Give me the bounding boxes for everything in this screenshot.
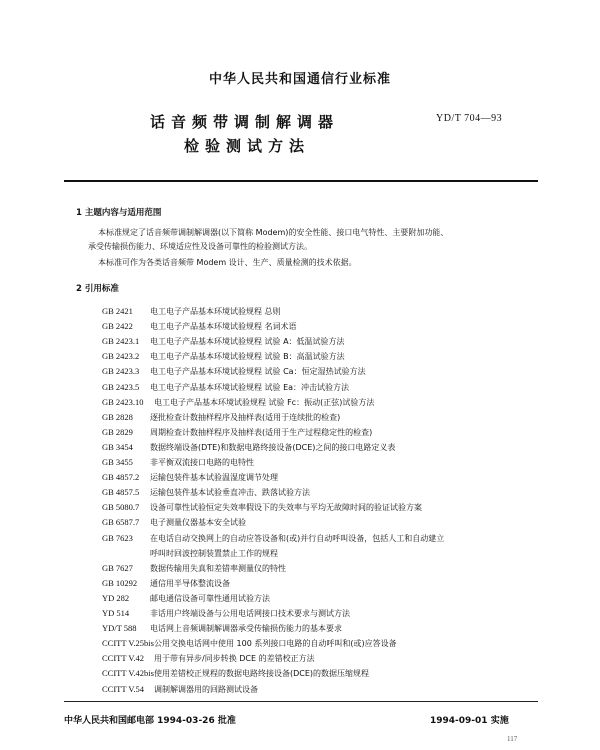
reference-code: GB 2423.3	[102, 366, 140, 377]
reference-item	[102, 395, 374, 410]
reference-code: GB 7627	[102, 562, 133, 573]
reference-item	[102, 561, 286, 576]
reference-item	[102, 666, 369, 681]
reference-item	[102, 591, 270, 606]
reference-code: GB 5080.7	[102, 502, 140, 513]
reference-title: 电工电子产品基本环境试验规程 总则	[150, 307, 281, 316]
approval-note: 中华人民共和国邮电部 1994-03-26 批准	[64, 716, 236, 726]
reference-item	[102, 425, 372, 440]
reference-item	[102, 485, 310, 500]
reference-title: 在电话自动交换网上的自动应答设备和(或)并行自动呼叫设备，包括人工和自动建立	[150, 533, 445, 543]
section1-paragraph1-line2: 承受传输损伤能力、环境适应性及设备可靠性的检验测试方法。	[88, 242, 312, 251]
reference-code: GB 2423.1	[102, 336, 140, 347]
reference-code: GB 2422	[102, 321, 133, 332]
reference-code: GB 7623	[102, 532, 133, 543]
reference-title: 周期检查计数抽样程序及抽样表(适用于生产过程稳定性的检查)	[150, 427, 373, 437]
reference-item	[102, 621, 342, 636]
reference-item	[102, 500, 422, 515]
reference-title: 电工电子产品基本环境试验规程 试验 Ea：冲击试验方法	[150, 382, 350, 392]
reference-code: GB 2828	[102, 411, 133, 422]
reference-code: GB 3454	[102, 441, 133, 452]
reference-code: CCITT V.42bis	[102, 668, 154, 679]
document-title-line2: 检验测试方法	[184, 137, 311, 155]
reference-title: 邮电通信设备可靠性通用试验方法	[150, 593, 270, 603]
reference-title: 电工电子产品基本环境试验规程 名词术语	[150, 322, 297, 332]
reference-title: 逐批检查计数抽样程序及抽样表(适用于连续批的检查)	[150, 412, 341, 422]
reference-item	[102, 682, 258, 697]
reference-item	[102, 455, 254, 470]
reference-code: GB 6587.7	[102, 517, 140, 528]
reference-title: 非话用户终端设备与公用电话网接口技术要求与测试方法	[150, 609, 350, 618]
footer-divider	[64, 701, 538, 702]
reference-title: 电工电子产品基本环境试验规程 试验 Ca：恒定湿热试验方法	[150, 367, 366, 377]
reference-title: 数据终端设备(DTE)和数据电路终接设备(DCE)之间的接口电路定义表	[150, 442, 396, 452]
reference-code: YD/T 588	[102, 623, 137, 634]
reference-title: 公用交换电话网中使用 100 系列接口电路的自动呼叫和(或)应答设备	[154, 639, 397, 649]
reference-title: 运输包装件基本试验垂直冲击、跌落试验方法	[150, 488, 310, 498]
reference-item	[102, 349, 345, 364]
reference-title: 设备可靠性试验恒定失效率假设下的失效率与平均无故障时间的验证试验方案	[150, 503, 422, 513]
reference-code: GB 2423.10	[102, 396, 144, 407]
reference-title: 使用差错校正规程的数据电路终接设备(DCE)的数据压缩规程	[154, 669, 370, 679]
reference-title: 电话网上音频调制解调器承受传输损伤能力的基本要求	[150, 624, 342, 634]
reference-item	[102, 380, 349, 395]
reference-title: 呼叫时回波控制装置禁止工作的规程	[150, 548, 278, 558]
reference-item	[102, 470, 278, 485]
reference-code: CCITT V.42	[102, 653, 145, 664]
reference-code: GB 4857.2	[102, 472, 140, 483]
reference-code: CCITT V.54	[102, 683, 145, 694]
page-number: 117	[507, 735, 518, 743]
reference-title: 电工电子产品基本环境试验规程 试验 B：高温试验方法	[150, 352, 345, 362]
effective-date: 1994-09-01 实施	[430, 716, 509, 726]
reference-code: GB 10292	[102, 577, 138, 588]
section1-heading: 1 主题内容与适用范围	[76, 208, 162, 218]
reference-item	[102, 410, 340, 425]
reference-item	[150, 546, 278, 561]
reference-title: 运输包装件基本试验温湿度调节处理	[150, 473, 278, 483]
reference-item	[102, 364, 366, 379]
reference-title: 电工电子产品基本环境试验规程 试验 A：低温试验方法	[150, 337, 345, 347]
reference-item	[102, 440, 395, 455]
reference-code: GB 2423.2	[102, 351, 140, 362]
reference-code: GB 2829	[102, 426, 133, 437]
document-title-line1: 话音频带调制解调器	[150, 113, 340, 131]
reference-item	[102, 576, 230, 591]
reference-title: 调制解调器用的回路测试设备	[154, 684, 258, 694]
issuing-organization: 中华人民共和国通信行业标准	[208, 72, 391, 87]
reference-item	[102, 304, 281, 319]
reference-item	[102, 651, 315, 666]
reference-title: 用于带有异步/同步转换 DCE 的差错校正方法	[154, 654, 315, 664]
reference-code: GB 4857.5	[102, 487, 140, 498]
reference-title: 非平衡双流接口电路的电特性	[150, 458, 254, 467]
section1-paragraph1-line1: 本标准规定了话音频带调制解调器(以下简称 Modem)的安全性能、接口电气特性、主要附加功能、	[98, 228, 449, 237]
reference-code: GB 3455	[102, 457, 133, 467]
reference-code: YD 514	[102, 608, 130, 618]
reference-title: 通信用半导体整流设备	[150, 578, 230, 588]
reference-code: GB 2421	[102, 306, 133, 316]
reference-item	[102, 334, 345, 349]
reference-title: 电工电子产品基本环境试验规程 试验 Fc：振动(正弦)试验方法	[154, 397, 375, 407]
reference-title: 数据传输用失真和差错率测量仪的特性	[150, 563, 286, 573]
reference-code: CCITT V.25bis	[102, 638, 154, 649]
reference-item	[102, 606, 350, 621]
reference-item	[102, 515, 246, 530]
standard-number: YD/T 704—93	[436, 113, 503, 124]
reference-title: 电子测量仪器基本安全试验	[150, 518, 246, 528]
reference-code: YD 282	[102, 592, 130, 603]
section1-paragraph2: 本标准可作为各类话音频带 Modem 设计、生产、质量检测的技术依据。	[98, 258, 357, 267]
reference-item	[102, 319, 297, 334]
reference-item	[102, 636, 397, 651]
reference-code: GB 2423.5	[102, 381, 140, 392]
header-divider	[64, 180, 538, 182]
reference-item	[102, 531, 444, 546]
section2-heading: 2 引用标准	[76, 284, 119, 294]
